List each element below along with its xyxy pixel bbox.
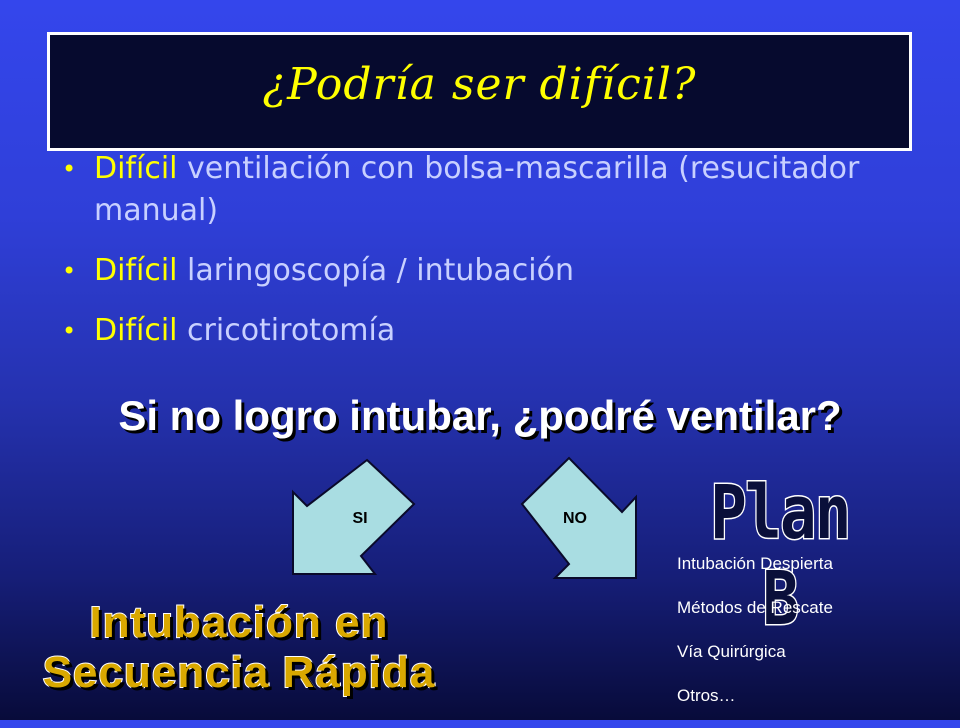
central-question: Si no logro intubar, ¿podré ventilar? [118, 392, 842, 439]
rapid-sequence-heading [14, 598, 464, 698]
bullet-highlight: Difícil [94, 151, 178, 186]
plan-b-title: Plan B [710, 470, 850, 642]
rapid-sequence-line2: Secuencia Rápida [42, 648, 436, 697]
bullet-dot-icon: • [62, 155, 77, 183]
bullet-rest: laringoscopía / intubación [177, 253, 575, 288]
bullet-rest: ventilación con bolsa-mascarilla (resucitador manual) [94, 151, 860, 228]
plan-b-item: Vía Quirúrgica [677, 642, 786, 661]
yes-arrow-label: SI [352, 510, 368, 527]
slide-title: ¿Podría ser difícil? [262, 59, 697, 110]
rapid-sequence-line1: Intubación en [89, 598, 389, 647]
bullet-dot-icon: • [62, 257, 77, 285]
plan-b-list [677, 552, 833, 728]
bullet-highlight: Difícil [94, 313, 178, 348]
plan-b-item: Otros… [677, 686, 736, 705]
bullet-highlight: Difícil [94, 253, 178, 288]
no-arrow-label: NO [563, 510, 587, 527]
plan-b-item: Intubación Despierta [677, 554, 833, 573]
plan-b-item: Métodos de Rescate [677, 598, 833, 617]
bullet-dot-icon: • [62, 317, 77, 345]
bullet-rest: cricotirotomía [177, 313, 396, 348]
